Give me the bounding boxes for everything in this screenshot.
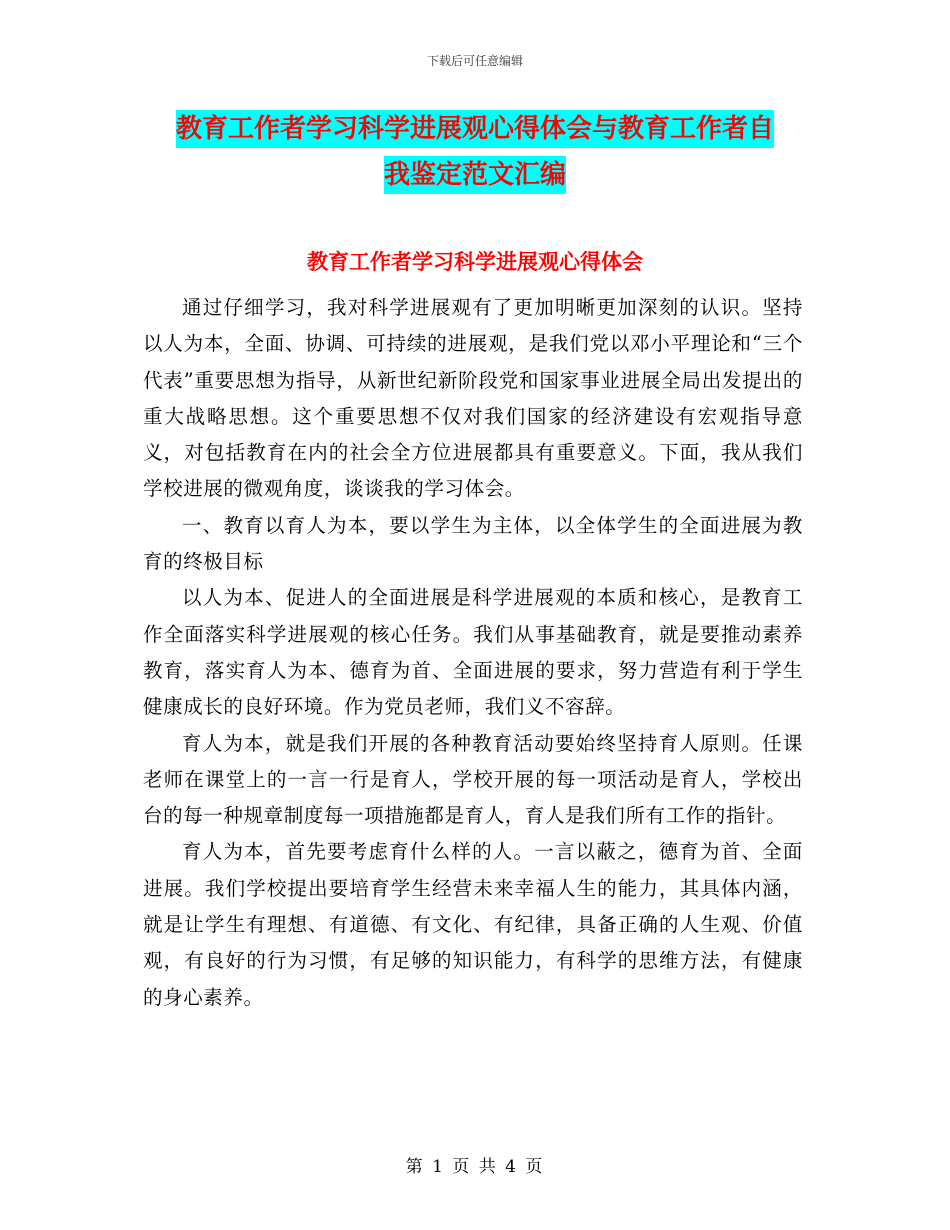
section-title: 教育工作者学习科学进展观心得体会 [307, 250, 643, 274]
document-title [140, 106, 810, 198]
document-title-line-1: 教育工作者学习科学进展观心得体会与教育工作者自 [176, 110, 774, 148]
page-number: 第 1 页 共 4 页 [405, 1157, 545, 1177]
paragraph: 一、教育以育人为本，要以学生为主体，以全体学生的全面进展为教育的终极目标 [143, 513, 803, 574]
document-title-line-2: 我鉴定范文汇编 [384, 156, 566, 194]
paragraph: 育人为本，首先要考虑育什么样的人。一言以蔽之，德育为首、全面进展。我们学校提出要培育学生经营未来幸福人生的能力，其具体内涵，就是让学生有理想、有道德、有文化、有纪律，具备正确的人生观、价值观，有良好的行为习惯，有足够的知识能力，有科学的思维方法，有健康的身心素养。 [143, 840, 803, 1009]
paragraph: 通过仔细学习，我对科学进展观有了更加明晰更加深刻的认识。坚持以人为本，全面、协调、可持续的进展观，是我们党以邓小平理论和“三个代表”重要思想为指导，从新世纪新阶段党和国家事业进展全局出发提出的重大战略思想。这个重要思想不仅对我们国家的经济建设有宏观指导意义，对包括教育在内的社会全方位进展都具有重要意义。下面，我从我们学校进展的微观角度，谈谈我的学习体会。 [143, 296, 803, 501]
paragraph: 育人为本，就是我们开展的各种教育活动要始终坚持育人原则。任课老师在课堂上的一言一行是育人，学校开展的每一项活动是育人，学校出台的每一种规章制度每一项措施都是育人，育人是我们所有工作的指针。 [143, 731, 803, 828]
header-note: 下载后可任意编辑 [426, 54, 523, 68]
body-text [143, 290, 803, 1016]
paragraph: 以人为本、促进人的全面进展是科学进展观的本质和核心，是教育工作全面落实科学进展观的核心任务。我们从事基础教育，就是要推动素养教育，落实育人为本、德育为首、全面进展的要求，努力营造有利于学生健康成长的良好环境。作为党员老师，我们义不容辞。 [143, 586, 803, 719]
